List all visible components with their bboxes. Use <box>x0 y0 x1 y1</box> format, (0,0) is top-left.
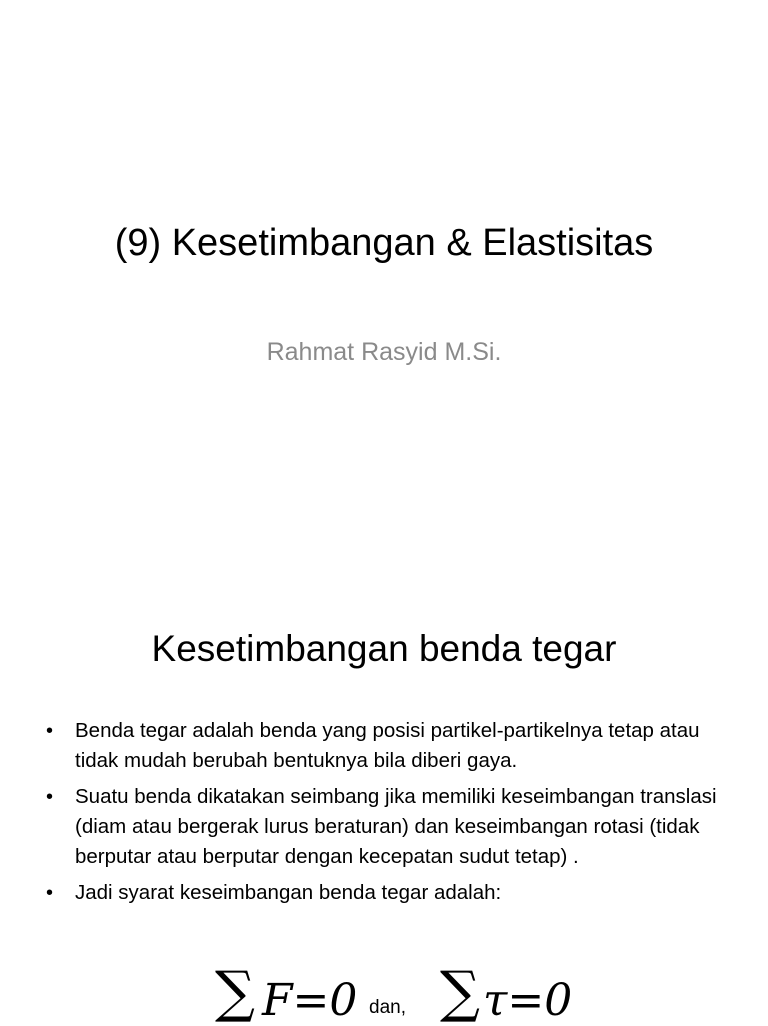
bullet-text: Suatu benda dikatakan seimbang jika memiliki keseimbangan translasi (diam atau bergerak lurus beraturan) dan keseimbangan rotasi (tidak berputar atau berputar dengan kecepatan sudut tetap) . <box>75 785 717 868</box>
sum-symbol: ∑ <box>215 960 255 1025</box>
bullet-item <box>40 782 730 872</box>
sum-symbol: ∑ <box>440 960 480 1025</box>
bullet-item <box>40 716 730 776</box>
bullet-icon: • <box>46 786 54 808</box>
force-equation: F=0 <box>262 975 358 1026</box>
formula-conjunction: dan, <box>369 997 406 1018</box>
bullet-list <box>40 716 730 914</box>
bullet-icon: • <box>46 720 54 742</box>
slide-title: Kesetimbangan benda tegar <box>151 628 617 669</box>
bullet-icon: • <box>46 882 54 904</box>
bullet-text: Jadi syarat keseimbangan benda tegar adalah: <box>75 881 502 904</box>
bullet-text: Benda tegar adalah benda yang posisi partikel-partikelnya tetap atau tidak mudah berubah bentuknya bila diberi gaya. <box>75 719 700 772</box>
author-name: Rahmat Rasyid M.Si. <box>266 338 502 366</box>
bullet-item <box>40 878 730 908</box>
presentation-title: (9) Kesetimbangan & Elastisitas <box>114 222 654 264</box>
torque-equation: τ=0 <box>483 975 573 1026</box>
content-slide <box>0 576 768 1024</box>
equilibrium-formula <box>0 961 768 1024</box>
